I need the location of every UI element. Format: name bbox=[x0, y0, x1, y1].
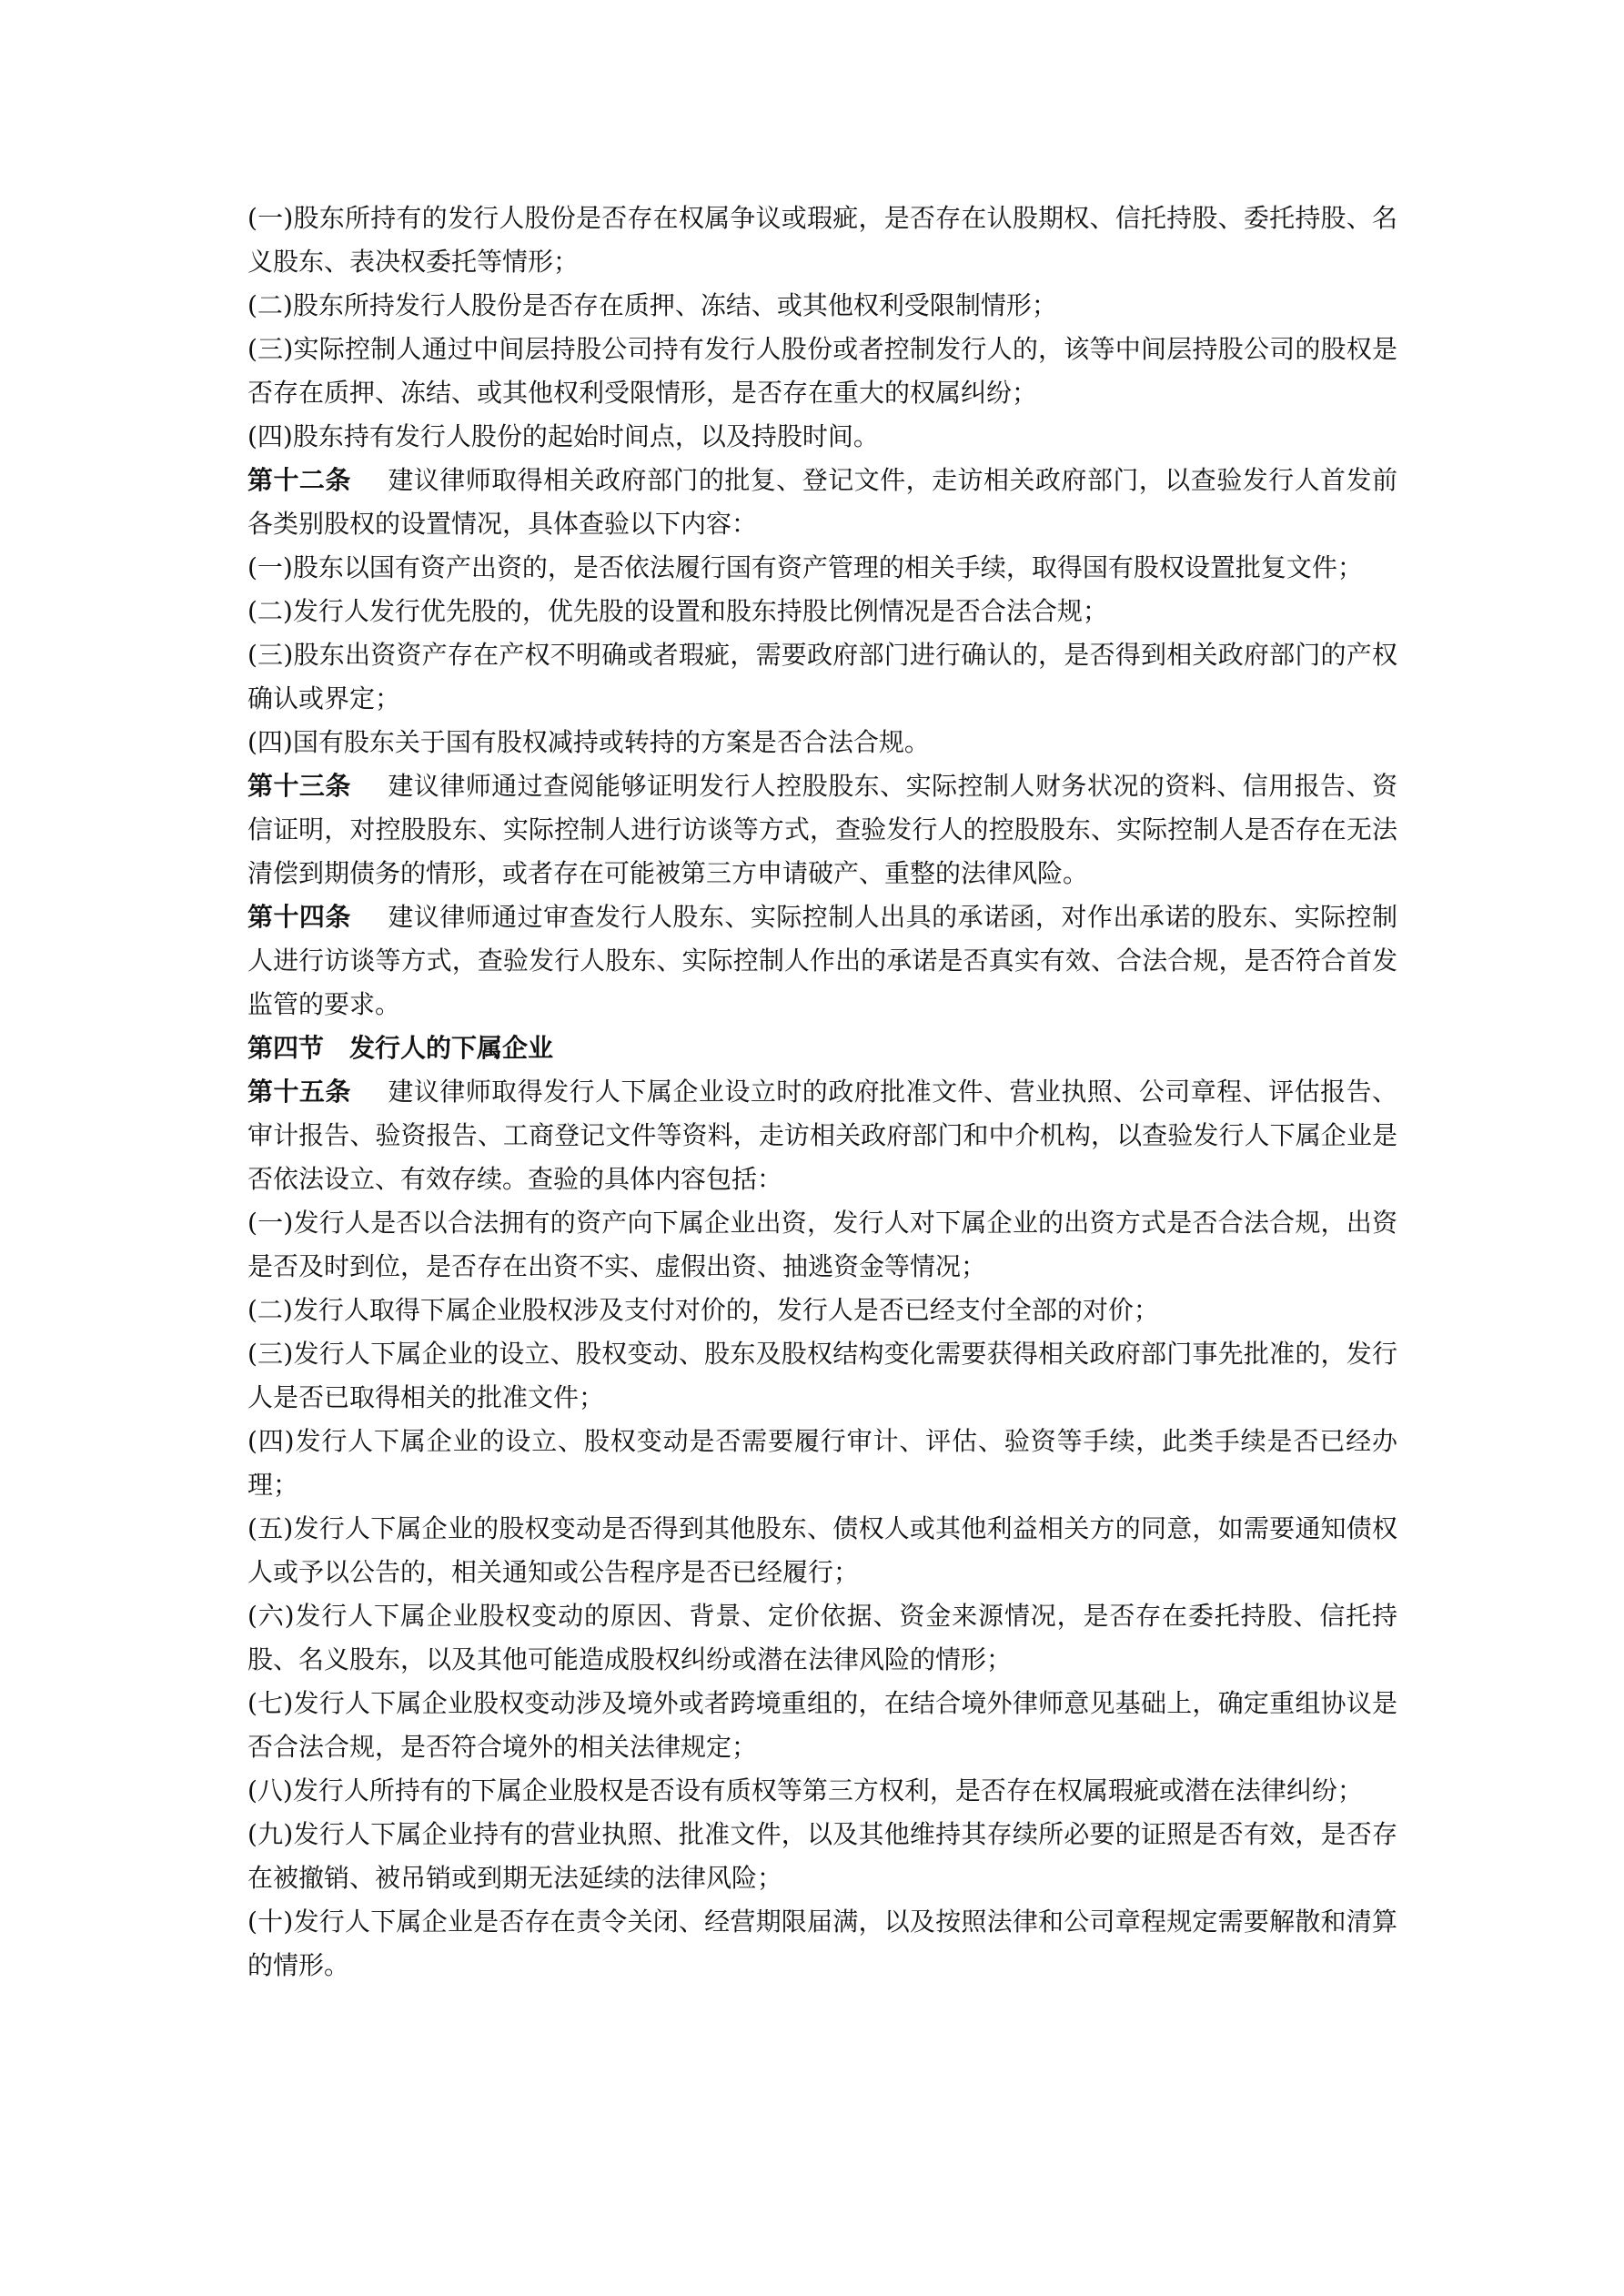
list-item: (三)发行人下属企业的设立、股权变动、股东及股权结构变化需要获得相关政府部门事先批准的，发行人是否已取得相关的批准文件； bbox=[247, 1339, 1397, 1412]
list-item: (五)发行人下属企业的股权变动是否得到其他股东、债权人或其他利益相关方的同意，如需要通知债权人或予以公告的，相关通知或公告程序是否已经履行； bbox=[247, 1513, 1397, 1587]
article-label: 第十三条 bbox=[247, 771, 351, 801]
list-item: (四)国有股东关于国有股权减持或转持的方案是否合法合规。 bbox=[247, 727, 930, 757]
list-item: (三)股东出资资产存在产权不明确或者瑕疵，需要政府部门进行确认的，是否得到相关政府部门的产权确认或界定； bbox=[247, 640, 1397, 713]
article-label: 第十五条 bbox=[247, 1077, 351, 1107]
list-item: (四)股东持有发行人股份的起始时间点，以及持股时间。 bbox=[247, 421, 879, 451]
article-label: 第十二条 bbox=[247, 465, 351, 495]
list-item: (六)发行人下属企业股权变动的原因、背景、定价依据、资金来源情况，是否存在委托持股、信托持股、名义股东，以及其他可能造成股权纠纷或潜在法律风险的情形； bbox=[247, 1601, 1397, 1674]
article-14 bbox=[247, 895, 1397, 1027]
article-text: 建议律师取得相关政府部门的批复、登记文件，走访相关政府部门，以查验发行人首发前各类别股权的设置情况，具体查验以下内容： bbox=[247, 465, 1397, 539]
article-label: 第十四条 bbox=[247, 902, 351, 932]
article-12 bbox=[247, 459, 1397, 546]
article-text: 建议律师通过查阅能够证明发行人控股股东、实际控制人财务状况的资料、信用报告、资信证明，对控股股东、实际控制人进行访谈等方式，查验发行人的控股股东、实际控制人是否存在无法清偿到期债务的情形，或者存在可能被第三方申请破产、重整的法律风险。 bbox=[247, 771, 1397, 888]
list-item: (四)发行人下属企业的设立、股权变动是否需要履行审计、评估、验资等手续，此类手续是否已经办理； bbox=[247, 1426, 1397, 1500]
list-item: (二)发行人取得下属企业股权涉及支付对价的，发行人是否已经支付全部的对价； bbox=[247, 1295, 1159, 1325]
list-item: (七)发行人下属企业股权变动涉及境外或者跨境重组的，在结合境外律师意见基础上，确定重组协议是否合法合规，是否符合境外的相关法律规定； bbox=[247, 1688, 1397, 1762]
list-item: (十)发行人下属企业是否存在责令关闭、经营期限届满，以及按照法律和公司章程规定需要解散和清算的情形。 bbox=[247, 1907, 1397, 1980]
list-item: (八)发行人所持有的下属企业股权是否设有质权等第三方权利，是否存在权属瑕疵或潜在法律纠纷； bbox=[247, 1775, 1363, 1805]
article-15 bbox=[247, 1070, 1397, 1201]
section-title: 发行人的下属企业 bbox=[349, 1033, 554, 1063]
document-page bbox=[247, 197, 1397, 1988]
list-item: (九)发行人下属企业持有的营业执照、批准文件，以及其他维持其存续所必要的证照是否有效，是否存在被撤销、被吊销或到期无法延续的法律风险； bbox=[247, 1819, 1397, 1893]
article-text: 建议律师取得发行人下属企业设立时的政府批准文件、营业执照、公司章程、评估报告、审计报告、验资报告、工商登记文件等资料，走访相关政府部门和中介机构，以查验发行人下属企业是否依法设立、有效存续。查验的具体内容包括： bbox=[247, 1077, 1397, 1194]
list-item: (二)股东所持发行人股份是否存在质押、冻结、或其他权利受限制情形； bbox=[247, 290, 1057, 320]
section-heading bbox=[247, 1027, 1397, 1070]
list-item: (一)股东以国有资产出资的，是否依法履行国有资产管理的相关手续，取得国有股权设置批复文件； bbox=[247, 552, 1363, 582]
section-label: 第四节 bbox=[247, 1033, 325, 1063]
list-item: (一)股东所持有的发行人股份是否存在权属争议或瑕疵，是否存在认股期权、信托持股、委托持股、名义股东、表决权委托等情形； bbox=[247, 203, 1397, 277]
list-item: (二)发行人发行优先股的，优先股的设置和股东持股比例情况是否合法合规； bbox=[247, 596, 1108, 626]
article-text: 建议律师通过审查发行人股东、实际控制人出具的承诺函，对作出承诺的股东、实际控制人进行访谈等方式，查验发行人股东、实际控制人作出的承诺是否真实有效、合法合规，是否符合首发监管的要求。 bbox=[247, 902, 1397, 1019]
list-item: (三)实际控制人通过中间层持股公司持有发行人股份或者控制发行人的，该等中间层持股公司的股权是否存在质押、冻结、或其他权利受限情形，是否存在重大的权属纠纷； bbox=[247, 334, 1397, 408]
list-item: (一)发行人是否以合法拥有的资产向下属企业出资，发行人对下属企业的出资方式是否合法合规，出资是否及时到位，是否存在出资不实、虚假出资、抽逃资金等情况； bbox=[247, 1208, 1397, 1281]
article-13 bbox=[247, 764, 1397, 895]
